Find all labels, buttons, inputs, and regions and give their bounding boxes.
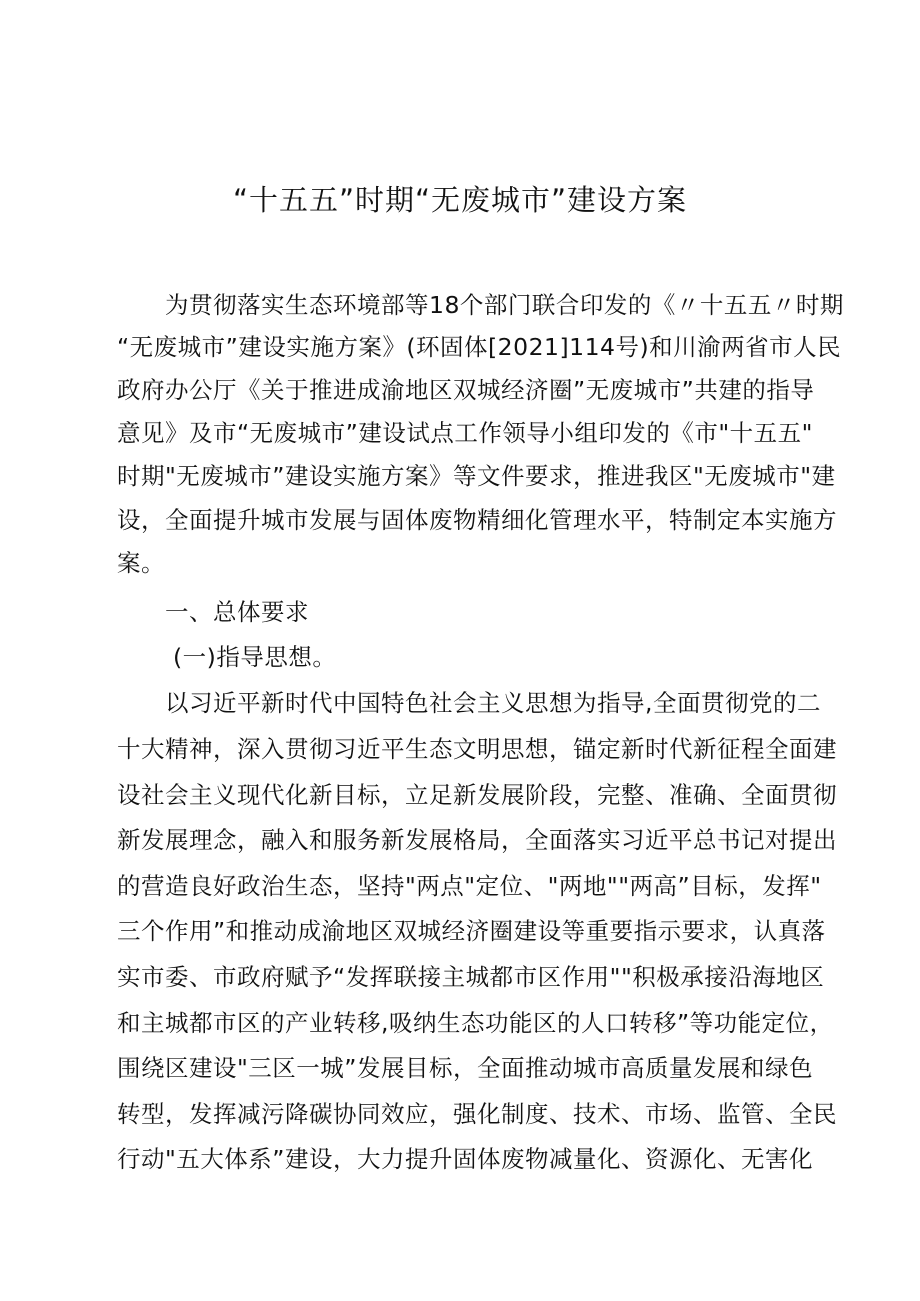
paragraph-line: 以习近平新时代中国特色社会主义思想为指导,全面贯彻党的二 xyxy=(165,689,821,717)
paragraph-line: 政府办公厅《关于推进成渝地区双城经济圈”无废城市”共建的指导 xyxy=(117,376,815,404)
paragraph-line: “无废城市”建设实施方案》(环固体[2021]114号)和川渝两省市人民 xyxy=(117,333,842,361)
paragraph-line: 时期"无废城市”建设实施方案》等文件要求，推进我区"无废城市"建 xyxy=(117,462,836,490)
paragraph-line: 转型，发挥减污降碳协同效应，强化制度、技术、市场、监管、全民 xyxy=(117,1100,837,1128)
subsection-heading: (一)指导思想。 xyxy=(173,643,337,671)
paragraph-line: 行动"五大体系”建设，大力提升固体废物减量化、资源化、无害化 xyxy=(117,1145,813,1173)
section-heading: 一、总体要求 xyxy=(165,598,309,626)
paragraph-line: 案。 xyxy=(117,549,165,577)
paragraph-line: 新发展理念，融入和服务新发展格局，全面落实习近平总书记对提出 xyxy=(117,826,837,854)
paragraph-line: 设社会主义现代化新目标，立足新发展阶段，完整、准确、全面贯彻 xyxy=(117,781,837,809)
document-title: “十五五”时期“无废城市”建设方案 xyxy=(232,183,688,217)
paragraph-line: 十大精神，深入贯彻习近平生态文明思想，锚定新时代新征程全面建 xyxy=(117,735,837,763)
paragraph-line: 围绕区建设"三区一城”发展目标，全面推动城市高质量发展和绿色 xyxy=(117,1054,813,1082)
paragraph-line: 意见》及市“无废城市”建设试点工作领导小组印发的《市"十五五" xyxy=(117,419,813,447)
paragraph-line: 的营造良好政治生态，坚持"两点"定位、"两地""两高”目标，发挥" xyxy=(117,872,822,900)
paragraph-line: 实市委、市政府赋予“发挥联接主城都市区作用""积极承接沿海地区 xyxy=(117,963,825,991)
paragraph-line: 三个作用”和推动成渝地区双城经济圈建设等重要指示要求，认真落 xyxy=(117,917,826,945)
paragraph-line: 设，全面提升城市发展与固体废物精细化管理水平，特制定本实施方 xyxy=(117,506,837,534)
paragraph-line: 为贯彻落实生态环境部等18个部门联合印发的《〃十五五〃时期 xyxy=(165,291,844,319)
paragraph-line: 和主城都市区的产业转移,吸纳生态功能区的人口转移”等功能定位， xyxy=(117,1009,834,1037)
